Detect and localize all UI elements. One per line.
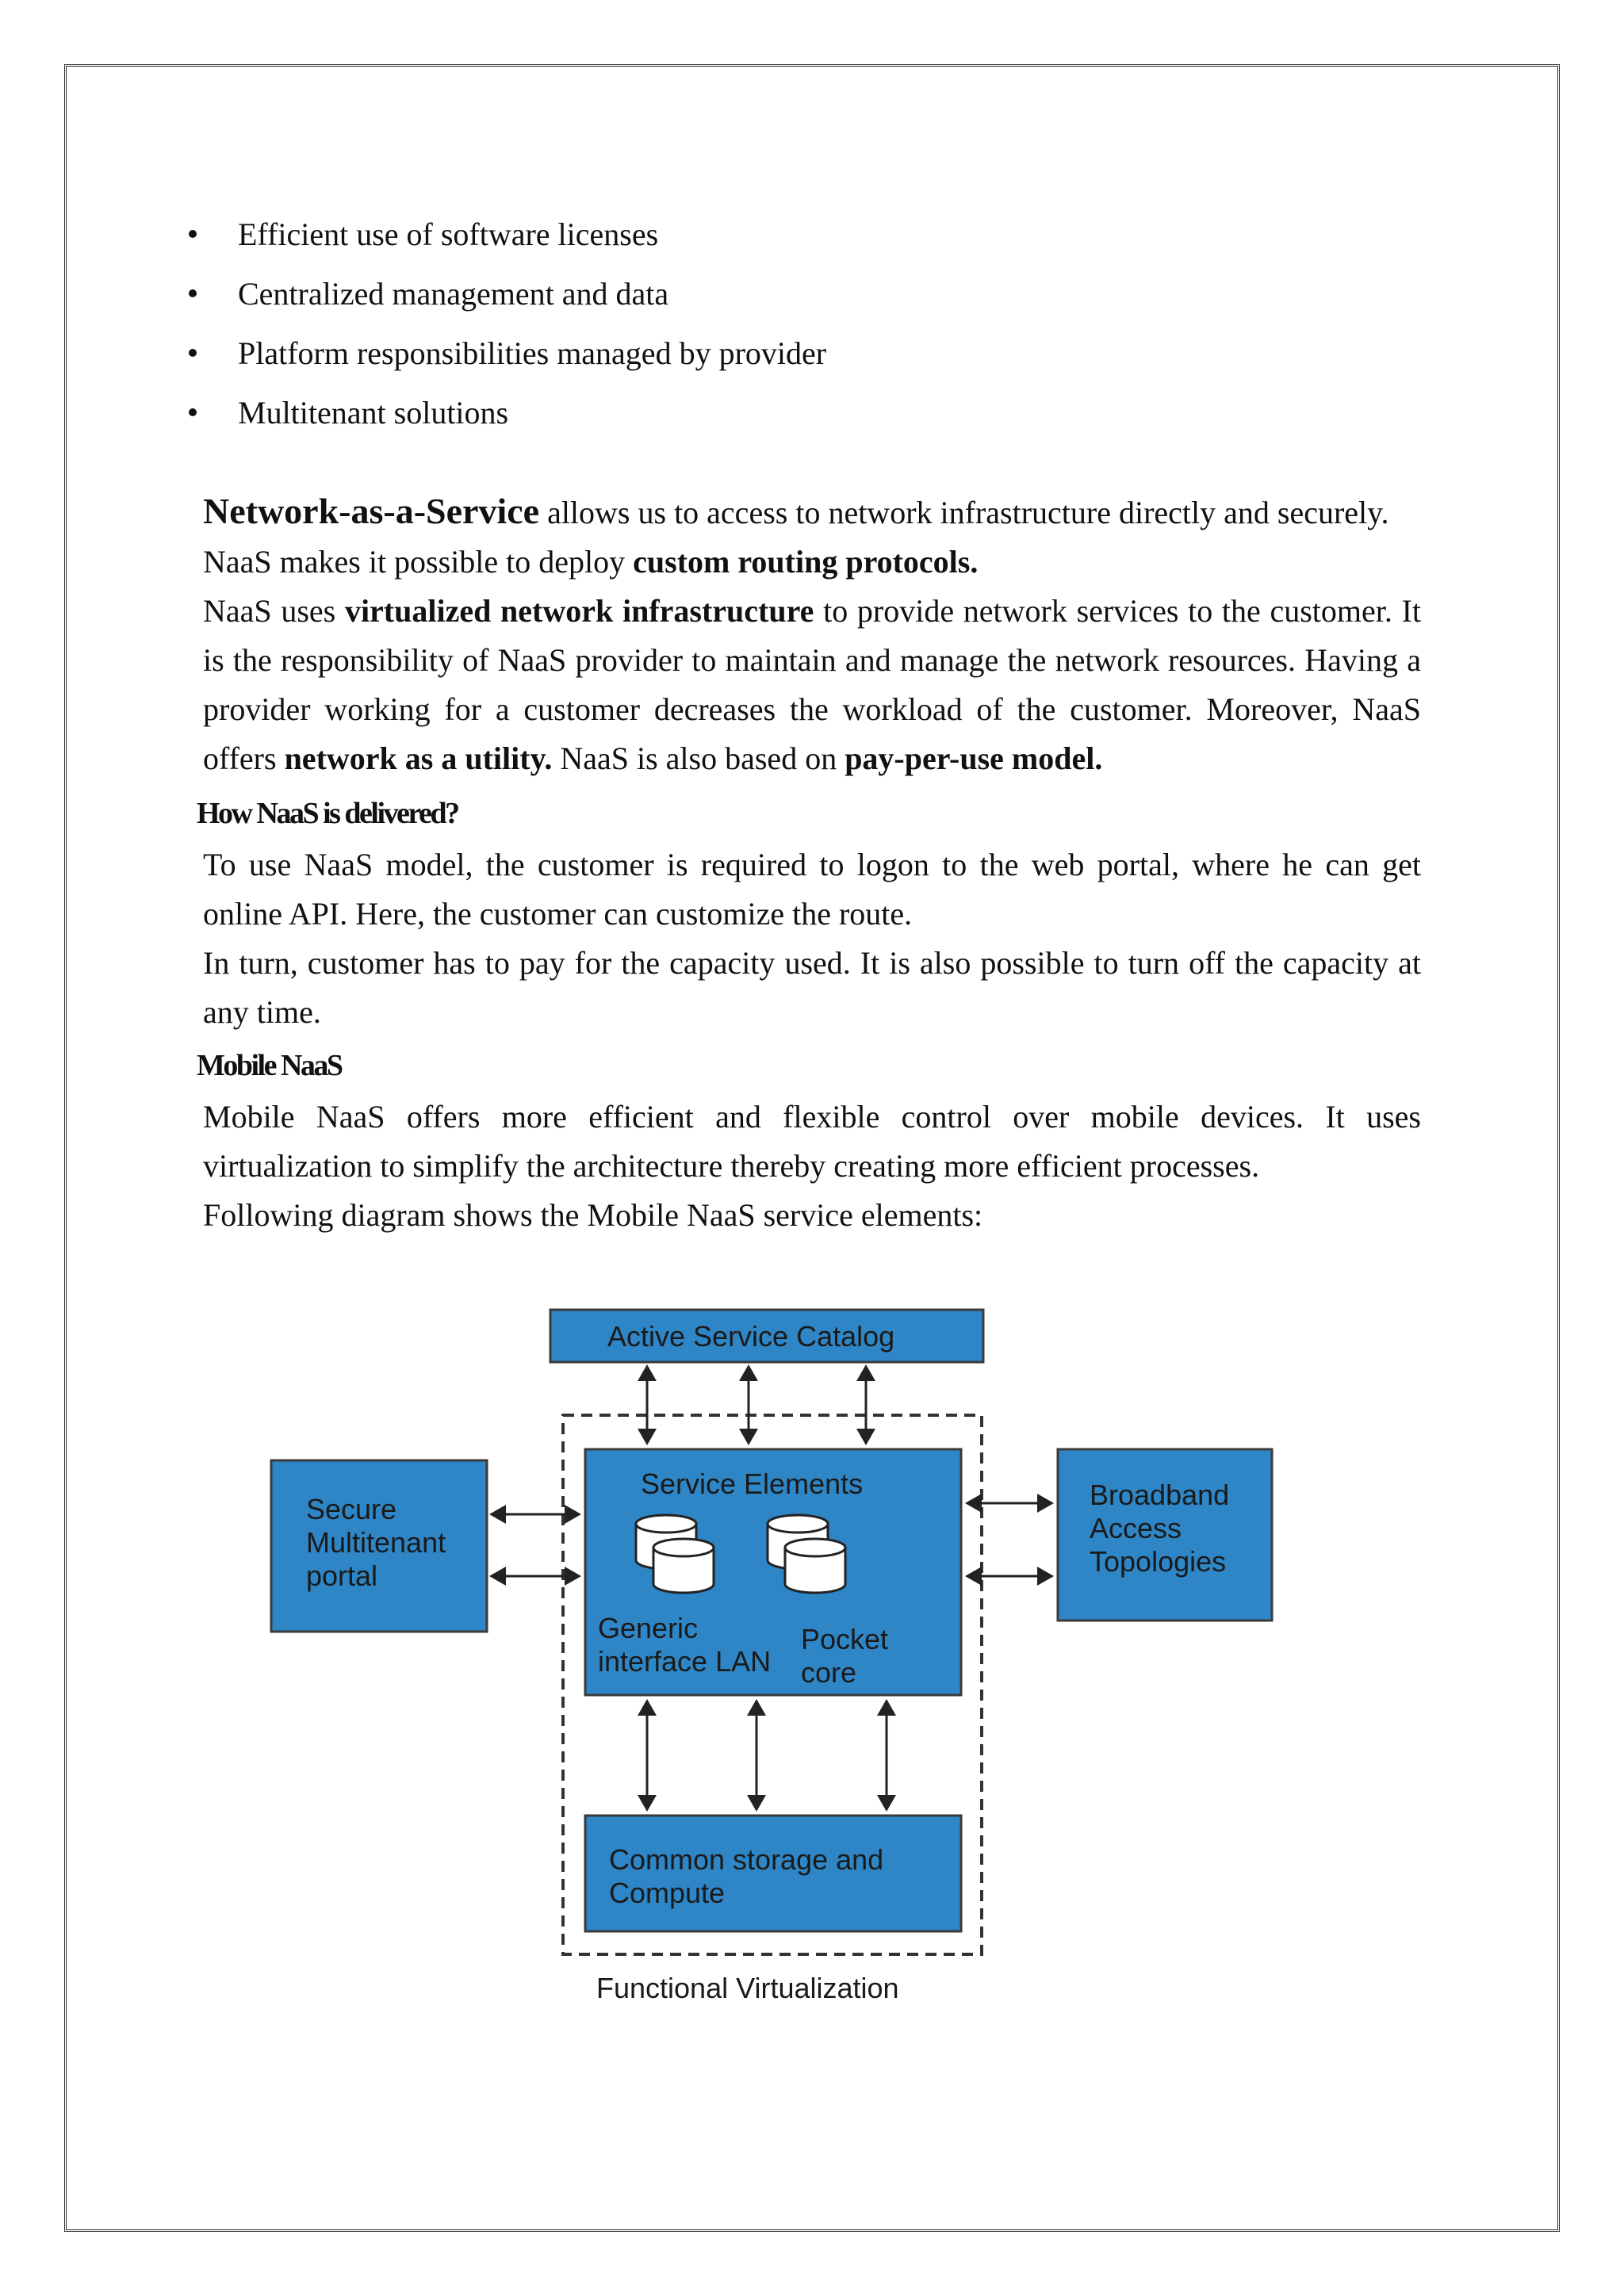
- functional-virtualization-caption: Functional Virtualization: [596, 1972, 899, 2004]
- mobile-naas-section: [203, 1093, 1421, 1240]
- naas-lead-term: Network-as-a-Service: [203, 491, 540, 531]
- common-storage-label: Common storage and Compute: [609, 1843, 884, 1909]
- delivery-paragraph: To use NaaS model, the customer is required to logon to the web portal, where he can get online API. Here, the customer can customize the route.: [203, 847, 1421, 932]
- pocket-core-label: Pocket core: [801, 1623, 889, 1689]
- mobile-naas-diagram: [254, 1284, 1285, 2030]
- active-service-catalog-label: Active Service Catalog: [607, 1320, 895, 1353]
- bullet-dot-icon: [189, 230, 197, 238]
- bullet-dot-icon: [189, 289, 197, 297]
- mobile-naas-heading: Mobile NaaS: [197, 1049, 342, 1082]
- naas-details-paragraph: NaaS uses virtualized network infrastructure to provide network services to the customer. It is the responsibility of NaaS provider to maintain and manage the network resources. Having a provider working for a customer decreases the workload of the customer. Moreover, NaaS offers network as a utility. NaaS is also based on pay-per-use model.: [203, 593, 1422, 776]
- bullet-dot-icon: [189, 349, 197, 357]
- portal-arrows: [492, 1514, 579, 1576]
- delivery-paragraph: In turn, customer has to pay for the capacity used. It is also possible to turn off the capacity at any time.: [203, 945, 1421, 1030]
- delivery-section: [203, 840, 1421, 1037]
- broadband-access-label: Broadband Access Topologies: [1090, 1479, 1230, 1578]
- naas-intro-section: [203, 487, 1421, 783]
- mobile-naas-paragraph: Mobile NaaS offers more efficient and flexible control over mobile devices. It uses virtualization to simplify the architecture thereby creating more efficient processes.: [203, 1099, 1421, 1184]
- catalog-arrows: [647, 1367, 866, 1443]
- bullet-dot-icon: [189, 408, 197, 416]
- bullet-item: Efficient use of software licenses: [238, 205, 826, 264]
- feature-bullet-list: [238, 205, 826, 442]
- naas-intro-paragraph: Network-as-a-Service allows us to access to network infrastructure directly and securely.: [203, 491, 1389, 531]
- service-elements-label: Service Elements: [641, 1468, 864, 1500]
- delivery-heading: How NaaS is delivered?: [197, 797, 458, 830]
- bullet-item: Platform responsibilities managed by provider: [238, 323, 826, 383]
- storage-arrows: [647, 1701, 887, 1809]
- generic-interface-lan-label: Generic interface LAN: [598, 1612, 772, 1678]
- secure-portal-label: Secure Multitenant portal: [306, 1493, 446, 1592]
- broadband-arrows: [967, 1503, 1051, 1576]
- diagram-intro-line: Following diagram shows the Mobile NaaS service elements:: [203, 1197, 983, 1233]
- bullet-item: Multitenant solutions: [238, 383, 826, 442]
- naas-routing-line: NaaS makes it possible to deploy custom routing protocols.: [203, 544, 979, 580]
- bullet-item: Centralized management and data: [238, 264, 826, 323]
